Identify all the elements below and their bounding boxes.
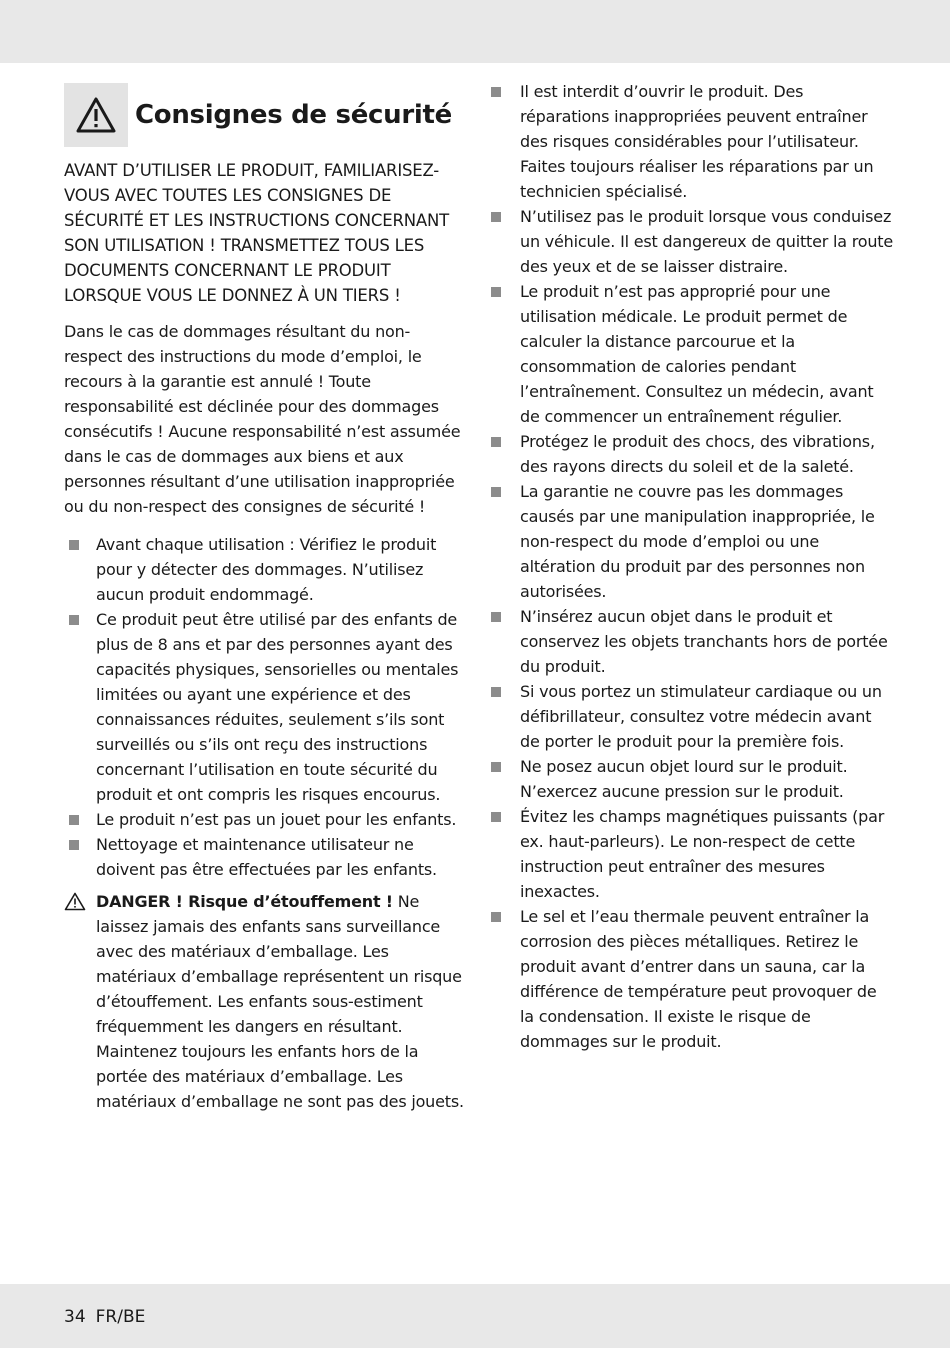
list-item [490, 429, 895, 479]
list-item [490, 679, 895, 754]
list-item-text: N’utilisez pas le produit lorsque vous conduisez un véhicule. Il est dangereux de quitter la route des yeux et de se laisser distraire. [520, 207, 894, 276]
list-item [64, 607, 464, 807]
bullet-icon [491, 612, 501, 622]
list-item-text: Le sel et l’eau thermale peuvent entraîner la corrosion des pièces métalliques. Retirez le produit avant d’entrer dans un sauna, car la différence de température peut provoquer de la condensation. Il existe le risque de dommages sur le produit. [520, 907, 877, 1051]
right-column [490, 79, 895, 1054]
bullet-icon [491, 437, 501, 447]
list-item [490, 279, 895, 429]
bullet-icon [69, 540, 79, 550]
warning-triangle-icon [64, 892, 86, 911]
bullet-icon [491, 212, 501, 222]
page-number: 34 [64, 1307, 86, 1327]
list-item [490, 479, 895, 604]
intro-paragraph: Dans le cas de dommages résultant du non-respect des instructions du mode d’emploi, le recours à la garantie est annulé ! Toute responsabilité est déclinée pour des dommages consécutifs ! Aucune responsabilité n’est assumée dans le cas de dommages aux biens et aux personnes résultant d’une utilisation inappropriée ou du non-respect des consignes de sécurité ! [64, 322, 461, 516]
warning-caps-text: AVANT D’UTILISER LE PRODUIT, FAMILIARISEZ-VOUS AVEC TOUTES LES CONSIGNES DE SÉCURITÉ ET LES INSTRUCTIONS CONCERNANT SON UTILISATION ! TRANSMETTEZ TOUS LES DOCUMENTS CONCERNANT LE PRODUIT LORSQUE VOUS LE DONNEZ À UN TIERS ! [64, 161, 449, 305]
list-item-text: Protégez le produit des chocs, des vibrations, des rayons directs du soleil et de la saleté. [520, 432, 875, 476]
list-item-text: Si vous portez un stimulateur cardiaque ou un défibrillateur, consultez votre médecin avant de porter le produit pour la première fois. [520, 682, 882, 751]
left-safety-list [64, 532, 464, 882]
bullet-icon [491, 687, 501, 697]
danger-warning [64, 889, 464, 1114]
list-item-text: Avant chaque utilisation : Vérifiez le produit pour y détecter des dommages. N’utilisez aucun produit endommagé. [96, 535, 437, 604]
list-item [64, 532, 464, 607]
page-title: Consignes de sécurité [135, 100, 452, 130]
bullet-icon [69, 815, 79, 825]
section-heading [64, 83, 464, 147]
list-item-text: Ne posez aucun objet lourd sur le produit. N’exercez aucune pression sur le produit. [520, 757, 848, 801]
bullet-icon [491, 812, 501, 822]
bullet-icon [491, 87, 501, 97]
heading-icon-box [64, 83, 128, 147]
bullet-icon [69, 840, 79, 850]
list-item-text: Le produit n’est pas un jouet pour les enfants. [96, 810, 457, 829]
left-column [64, 79, 464, 1114]
warning-triangle-icon [76, 97, 116, 133]
list-item-text: N’insérez aucun objet dans le produit et conservez les objets tranchants hors de portée du produit. [520, 607, 888, 676]
top-band [0, 0, 950, 63]
list-item-text: Le produit n’est pas approprié pour une utilisation médicale. Le produit permet de calculer la distance parcourue et la consommation de calories pendant l’entraînement. Consultez un médecin, avant de commencer un entraînement régulier. [520, 282, 874, 426]
list-item-text: La garantie ne couvre pas les dommages causés par une manipulation inappropriée, le non-respect du mode d’emploi ou une altération du produit par des personnes non autorisées. [520, 482, 875, 601]
list-item [64, 807, 464, 832]
list-item [490, 79, 895, 204]
locale-label: FR/BE [95, 1307, 146, 1327]
danger-text: Ne laissez jamais des enfants sans surveillance avec des matériaux d’emballage. Les matériaux d’emballage représentent un risque d’étouffement. Les enfants sous-estiment fréquemment les dangers en résultant. Maintenez toujours les enfants hors de la portée des matériaux d’emballage. Les matériaux d’emballage ne sont pas des jouets. [96, 892, 464, 1111]
list-item [490, 904, 895, 1054]
list-item [64, 832, 464, 882]
page-footer [64, 1305, 145, 1329]
bullet-icon [491, 912, 501, 922]
list-item-text: Nettoyage et maintenance utilisateur ne doivent pas être effectuées par les enfants. [96, 835, 437, 879]
bullet-icon [491, 762, 501, 772]
list-item-text: Il est interdit d’ouvrir le produit. Des réparations inappropriées peuvent entraîner des risques considérables pour l’utilisateur. Faites toujours réaliser les réparations par un technicien spécialisé. [520, 82, 874, 201]
list-item [490, 804, 895, 904]
right-safety-list [490, 79, 895, 1054]
list-item [490, 604, 895, 679]
bullet-icon [69, 615, 79, 625]
list-item-text: Ce produit peut être utilisé par des enfants de plus de 8 ans et par des personnes ayant des capacités physiques, sensorielles ou mentales limitées ou ayant une expérience et des connaissances réduites, seulement s’ils sont surveillés ou s’ils ont reçu des instructions concernant l’utilisation en toute sécurité du produit et ont compris les risques encourus. [96, 610, 459, 804]
danger-title: DANGER ! Risque d’étouffement ! [96, 892, 393, 911]
list-item [490, 754, 895, 804]
bullet-icon [491, 287, 501, 297]
list-item [490, 204, 895, 279]
list-item-text: Évitez les champs magnétiques puissants (par ex. haut-parleurs). Le non-respect de cette instruction peut entraîner des mesures inexactes. [520, 807, 885, 901]
bullet-icon [491, 487, 501, 497]
